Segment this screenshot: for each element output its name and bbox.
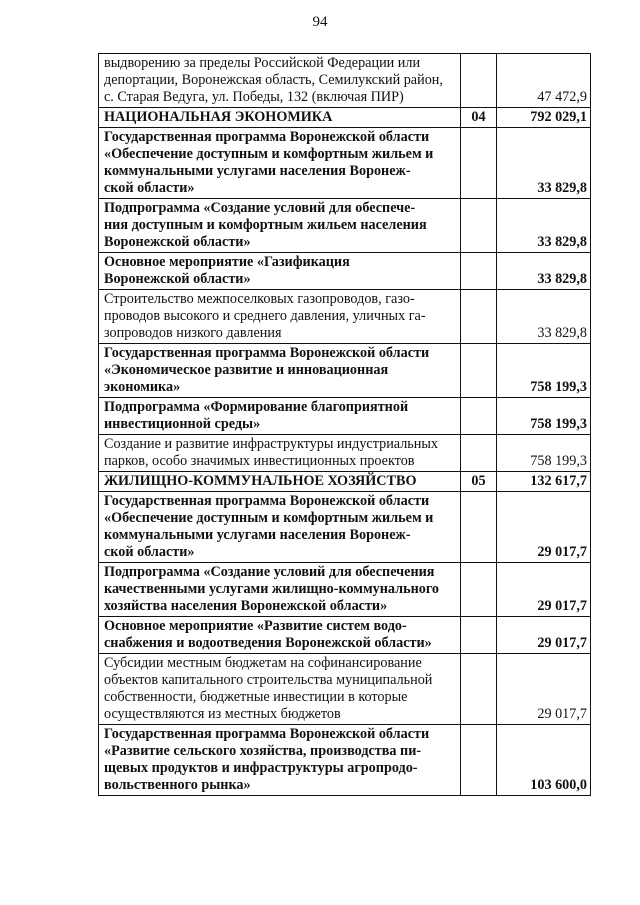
row-section-code: [461, 563, 497, 617]
row-amount: 47 472,9: [497, 54, 591, 108]
description-line: Воронежской области»: [104, 234, 251, 250]
table-row: [99, 492, 591, 563]
description-line: осуществляются из местных бюджетов: [104, 706, 341, 722]
description-line: коммунальными услугами населения Воронеж-: [104, 527, 411, 543]
row-amount: 29 017,7: [497, 492, 591, 563]
description-line: Государственная программа Воронежской области: [104, 493, 430, 509]
row-description: [99, 253, 461, 290]
row-section-code: [461, 128, 497, 199]
description-line: «Обеспечение доступным и комфортным жильем и: [104, 510, 434, 526]
description-line: «Развитие сельского хозяйства, производства пи-: [104, 743, 422, 759]
row-description: [99, 492, 461, 563]
row-description: [99, 344, 461, 398]
row-description: [99, 654, 461, 725]
row-description: [99, 199, 461, 253]
row-section-code: [461, 199, 497, 253]
description-line: Подпрограмма «Создание условий для обеспечения: [104, 564, 435, 580]
description-line: снабжения и водоотведения Воронежской области»: [104, 635, 432, 651]
description-line: вольственного рынка»: [104, 777, 251, 793]
table-row: [99, 253, 591, 290]
row-section-code: [461, 344, 497, 398]
description-line: Государственная программа Воронежской области: [104, 345, 430, 361]
description-line: Создание и развитие инфраструктуры индустриальных: [104, 436, 438, 452]
description-line: Подпрограмма «Формирование благоприятной: [104, 399, 409, 415]
table-row: [99, 435, 591, 472]
row-section-code: [461, 54, 497, 108]
description-line: парков, особо значимых инвестиционных проектов: [104, 453, 415, 469]
description-line: щевых продуктов и инфраструктуры агропродо-: [104, 760, 418, 776]
description-line: ской области»: [104, 180, 195, 196]
description-line: Воронежской области»: [104, 271, 251, 287]
table-row: [99, 290, 591, 344]
description-line: ской области»: [104, 544, 195, 560]
section-row: [99, 108, 591, 128]
description-line: коммунальными услугами населения Воронеж-: [104, 163, 411, 179]
row-amount: 29 017,7: [497, 617, 591, 654]
row-section-code: [461, 654, 497, 725]
description-line: Субсидии местным бюджетам на софинансирование: [104, 655, 422, 671]
section-row: [99, 472, 591, 492]
row-description: [99, 108, 461, 128]
description-line: с. Старая Ведуга, ул. Победы, 132 (включая ПИР): [104, 89, 404, 105]
row-description: [99, 128, 461, 199]
table-row: [99, 344, 591, 398]
description-line: выдворению за пределы Российской Федерации или: [104, 55, 421, 71]
row-section-code: [461, 290, 497, 344]
description-line: зопроводов низкого давления: [104, 325, 282, 341]
table-row: [99, 654, 591, 725]
table-row: [99, 563, 591, 617]
table-row: [99, 725, 591, 796]
table-row: [99, 199, 591, 253]
row-section-code: [461, 435, 497, 472]
description-line: Основное мероприятие «Газификация: [104, 254, 350, 270]
budget-table-body: [99, 54, 591, 796]
description-line: Основное мероприятие «Развитие систем водо-: [104, 618, 407, 634]
description-line: Государственная программа Воронежской области: [104, 726, 430, 742]
description-line: хозяйства населения Воронежской области»: [104, 598, 388, 614]
description-line: экономика»: [104, 379, 181, 395]
row-description: [99, 54, 461, 108]
row-amount: 792 029,1: [497, 108, 591, 128]
row-section-code: 04: [461, 108, 497, 128]
table-row: [99, 128, 591, 199]
row-section-code: [461, 725, 497, 796]
row-amount: 33 829,8: [497, 253, 591, 290]
description-line: качественными услугами жилищно-коммунального: [104, 581, 440, 597]
description-line: депортации, Воронежская область, Семилукский район,: [104, 72, 443, 88]
row-description: [99, 398, 461, 435]
row-section-code: [461, 398, 497, 435]
row-description: [99, 617, 461, 654]
description-line: ния доступным и комфортным жильем населения: [104, 217, 427, 233]
row-description: [99, 472, 461, 492]
description-line: НАЦИОНАЛЬНАЯ ЭКОНОМИКА: [104, 109, 333, 125]
description-line: собственности, бюджетные инвестиции в которые: [104, 689, 408, 705]
row-section-code: [461, 617, 497, 654]
row-section-code: 05: [461, 472, 497, 492]
table-row: [99, 398, 591, 435]
row-amount: 758 199,3: [497, 398, 591, 435]
row-description: [99, 435, 461, 472]
row-amount: 103 600,0: [497, 725, 591, 796]
row-description: [99, 725, 461, 796]
budget-table: [98, 53, 591, 796]
description-line: Строительство межпоселковых газопроводов, газо-: [104, 291, 415, 307]
row-amount: 132 617,7: [497, 472, 591, 492]
row-amount: 33 829,8: [497, 128, 591, 199]
row-description: [99, 290, 461, 344]
row-amount: 29 017,7: [497, 563, 591, 617]
description-line: «Экономическое развитие и инновационная: [104, 362, 389, 378]
description-line: объектов капитального строительства муниципальной: [104, 672, 433, 688]
table-row: [99, 54, 591, 108]
row-amount: 758 199,3: [497, 344, 591, 398]
description-line: проводов высокого и среднего давления, уличных га-: [104, 308, 426, 324]
description-line: Государственная программа Воронежской области: [104, 129, 430, 145]
row-amount: 33 829,8: [497, 199, 591, 253]
description-line: инвестиционной среды»: [104, 416, 261, 432]
row-section-code: [461, 492, 497, 563]
description-line: ЖИЛИЩНО-КОММУНАЛЬНОЕ ХОЗЯЙСТВО: [104, 473, 417, 489]
table-row: [99, 617, 591, 654]
row-section-code: [461, 253, 497, 290]
row-amount: 33 829,8: [497, 290, 591, 344]
description-line: «Обеспечение доступным и комфортным жильем и: [104, 146, 434, 162]
row-amount: 758 199,3: [497, 435, 591, 472]
row-amount: 29 017,7: [497, 654, 591, 725]
page-number: 94: [312, 14, 328, 30]
description-line: Подпрограмма «Создание условий для обеспече-: [104, 200, 416, 216]
row-description: [99, 563, 461, 617]
